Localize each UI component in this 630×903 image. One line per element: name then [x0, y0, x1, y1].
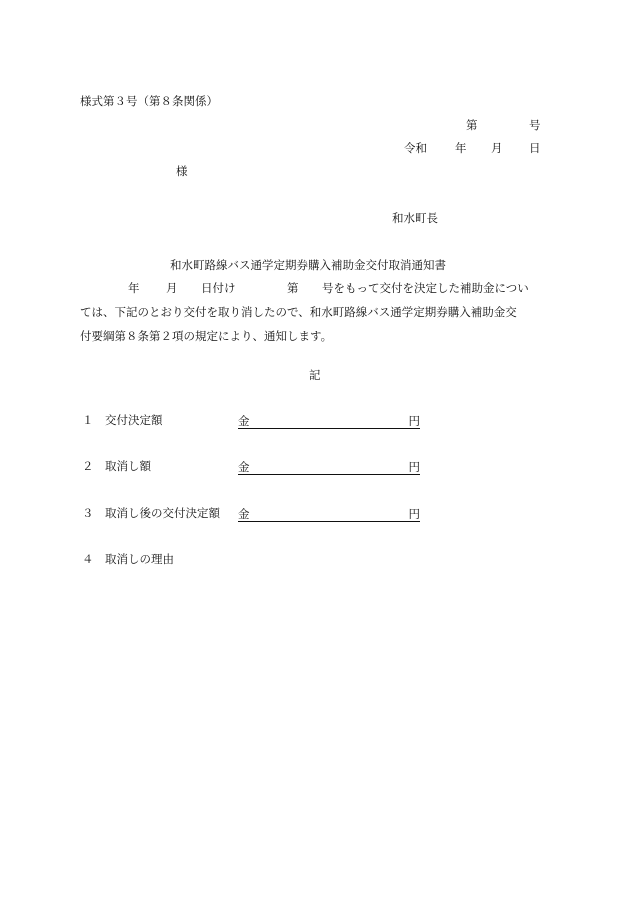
form-label: 様式第３号（第８条関係）	[80, 94, 218, 108]
date-day-unit: 日	[529, 141, 541, 155]
amount-field-cancelled	[238, 460, 420, 475]
body-number-prefix: 第	[287, 281, 299, 295]
amount-field-decided	[238, 414, 420, 429]
date-era: 令和	[404, 141, 427, 155]
amount-suffix: 円	[408, 459, 420, 474]
amount-prefix: 金	[238, 459, 250, 474]
item-label: 取消しの理由	[105, 552, 174, 566]
item-label: 交付決定額	[105, 413, 163, 427]
amount-field-after-cancel	[238, 507, 420, 522]
date-year-unit: 年	[455, 141, 467, 155]
body-line-3: 付要綱第８条第２項の規定により、通知します。	[80, 329, 333, 343]
item-label: 取消し後の交付決定額	[105, 506, 220, 520]
doc-number-prefix: 第	[466, 118, 478, 132]
date-month-unit: 月	[491, 141, 503, 155]
body-line-1-rest: 号をもって交付を決定した補助金につい	[322, 281, 529, 295]
amount-prefix: 金	[238, 413, 250, 428]
item-number: ３	[82, 506, 94, 520]
amount-suffix: 円	[408, 413, 420, 428]
item-label: 取消し額	[105, 459, 151, 473]
item-number: ４	[82, 552, 94, 566]
recipient-suffix: 様	[176, 164, 188, 178]
item-number: ２	[82, 459, 94, 473]
document-title: 和水町路線バス通学定期券購入補助金交付取消通知書	[170, 258, 446, 272]
body-month-unit: 月	[166, 281, 178, 295]
item-number: １	[82, 413, 94, 427]
issuer: 和水町長	[392, 211, 438, 225]
amount-suffix: 円	[408, 506, 420, 521]
body-line-2: ては、下記のとおり交付を取り消したので、和水町路線バス通学定期券購入補助金交	[80, 305, 517, 319]
amount-prefix: 金	[238, 506, 250, 521]
ki-heading: 記	[309, 368, 321, 382]
body-year-unit: 年	[128, 281, 140, 295]
doc-number-suffix: 号	[529, 118, 541, 132]
body-date-suffix: 日付け	[201, 281, 236, 295]
